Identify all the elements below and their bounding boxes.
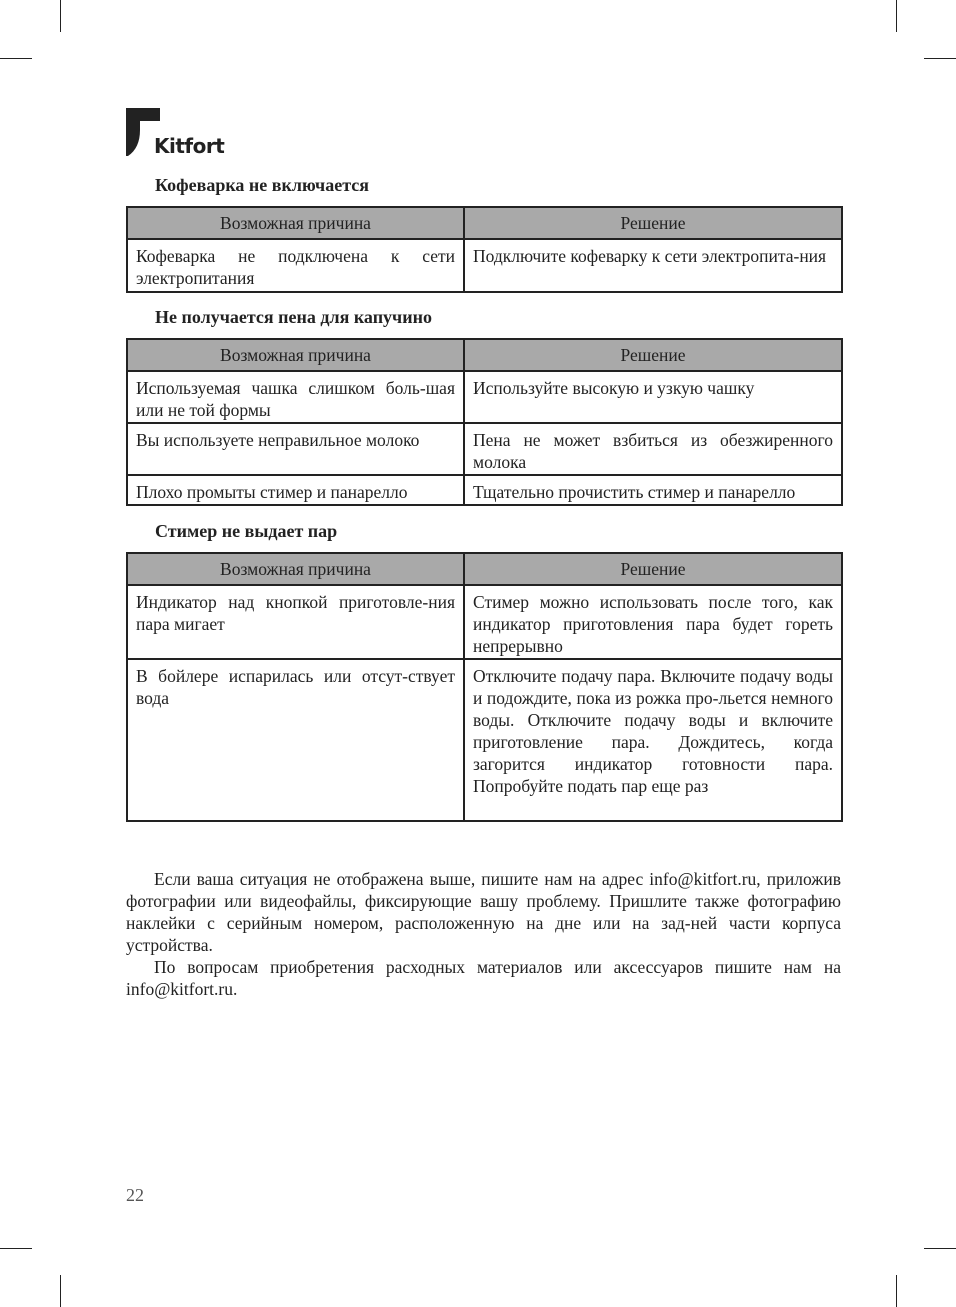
brand-name: Kitfort [154, 134, 225, 158]
section-title: Кофеварка не включается [155, 175, 369, 195]
paragraph-text: По вопросам приобретения расходных материалов или аксессуаров пишите нам на info@kitfort.ru. [126, 957, 841, 999]
crop-mark [0, 58, 32, 59]
table-row [127, 659, 842, 821]
cell-solution: Пена не может взбиться из обезжиренного молока [464, 423, 842, 475]
crop-mark [60, 0, 61, 32]
crop-mark [896, 1275, 897, 1307]
header-solution: Решение [464, 553, 842, 585]
cell-cause: Индикатор над кнопкой приготовле-ния пара мигает [127, 585, 464, 659]
cell-solution: Используйте высокую и узкую чашку [464, 371, 842, 423]
cell-solution: Тщательно прочистить стимер и панарелло [464, 475, 842, 505]
brand-logo [126, 108, 266, 158]
crop-mark [924, 58, 956, 59]
table-row [127, 423, 842, 475]
crop-mark [896, 0, 897, 32]
crop-mark [0, 1248, 32, 1249]
cell-solution: Подключите кофеварку к сети электропита-ния [464, 239, 842, 292]
cell-cause: Кофеварка не подключена к сети электропитания [127, 239, 464, 292]
accessories-paragraph [126, 956, 841, 1000]
section-title: Не получается пена для капучино [155, 307, 432, 327]
cell-cause: Плохо промыты стимер и панарелло [127, 475, 464, 505]
table-row [127, 585, 842, 659]
cell-solution: Отключите подачу пара. Включите подачу воды и подождите, пока из рожка про-льется немного воды. Отключите подачу воды и включите приготовление пара. Дождитесь, когда загорится индикатор готовности пара. Попробуйте подать пар еще раз [464, 659, 842, 821]
cell-solution: Стимер можно использовать после того, как индикатор приготовления пара будет гореть непрерывно [464, 585, 842, 659]
table-header-row [127, 207, 842, 239]
cell-cause: Вы используете неправильное молоко [127, 423, 464, 475]
header-cause: Возможная причина [127, 339, 464, 371]
table-row [127, 239, 842, 292]
troubleshooting-table [126, 552, 843, 822]
header-solution: Решение [464, 207, 842, 239]
page-number: 22 [126, 1185, 144, 1205]
table-row [127, 371, 842, 423]
header-solution: Решение [464, 339, 842, 371]
table-row [127, 475, 842, 505]
section-title: Стимер не выдает пар [155, 521, 338, 541]
paragraph-text: Если ваша ситуация не отображена выше, пишите нам на адрес info@kitfort.ru, приложив фотографии или видеофайлы, фиксирующие вашу проблему. Пришлите также фотографию наклейки с серийным номером, расположенную на дне или на зад-ней части корпуса устройства. [126, 869, 841, 955]
crop-mark [60, 1275, 61, 1307]
cell-cause: В бойлере испарилась или отсут-ствует вода [127, 659, 464, 821]
table-header-row [127, 339, 842, 371]
troubleshooting-table [126, 206, 843, 293]
crop-mark [924, 1248, 956, 1249]
troubleshooting-table [126, 338, 843, 506]
contact-paragraph [126, 868, 841, 956]
header-cause: Возможная причина [127, 553, 464, 585]
table-header-row [127, 553, 842, 585]
header-cause: Возможная причина [127, 207, 464, 239]
cell-cause: Используемая чашка слишком боль-шая или не той формы [127, 371, 464, 423]
